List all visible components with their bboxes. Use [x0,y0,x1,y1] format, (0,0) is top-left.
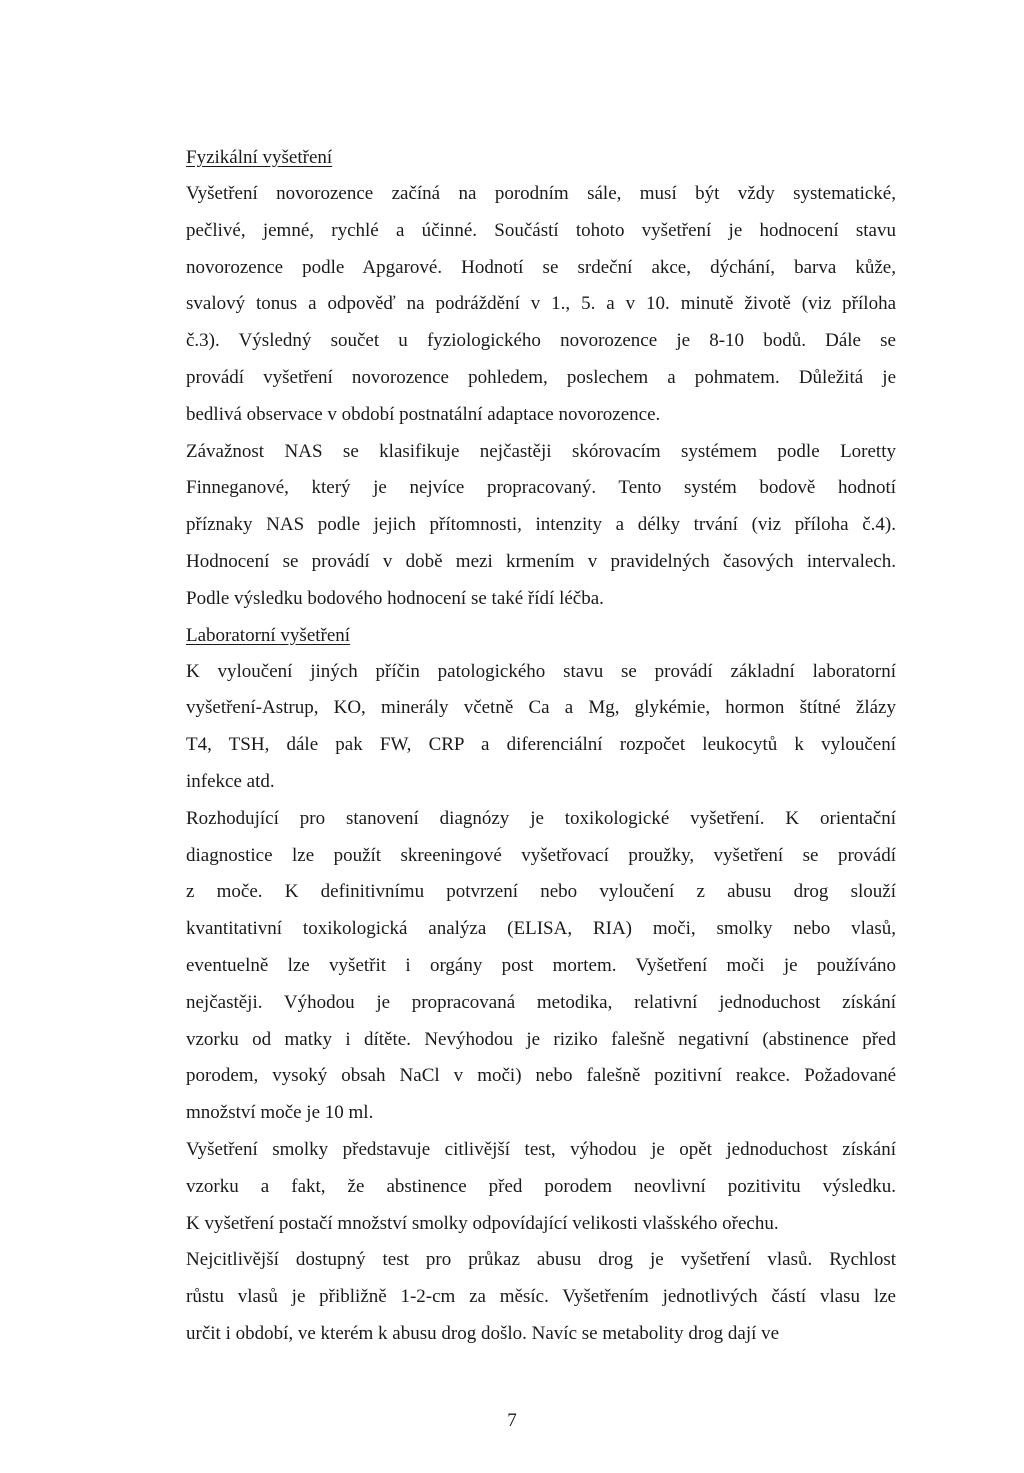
text-line: pečlivé, jemné, rychlé a účinné. Součástí tohoto vyšetření je hodnocení stavu [186,219,896,241]
paragraph [186,1242,896,1352]
text-line: Nejcitlivější dostupný test pro průkaz abusu drog je vyšetření vlasů. Rychlost [186,1249,896,1271]
text-line: z moče. K definitivnímu potvrzení nebo vyloučení z abusu drog slouží [186,881,896,903]
document-page [186,140,896,1353]
text-line: Podle výsledku bodového hodnocení se také řídí léčba. [186,587,604,609]
text-line: Rozhodující pro stanovení diagnózy je toxikologické vyšetření. K orientační [186,807,896,829]
paragraph [186,434,896,618]
text-line: porodem, vysoký obsah NaCl v moči) nebo falešně pozitivní reakce. Požadované [186,1065,896,1087]
paragraph [186,654,896,801]
text-line: svalový tonus a odpověď na podráždění v 1., 5. a v 10. minutě životě (viz příloha [186,293,896,315]
text-line: K vyšetření postačí množství smolky odpovídající velikosti vlašského ořechu. [186,1212,779,1234]
text-line: množství moče je 10 ml. [186,1102,374,1124]
text-line: Vyšetření novorozence začíná na porodním sále, musí být vždy systematické, [186,183,896,204]
text-line: diagnostice lze použít skreeningové vyšetřovací proužky, vyšetření se provádí [186,844,896,866]
text-line: příznaky NAS podle jejich přítomnosti, intenzity a délky trvání (viz příloha č.4). [186,514,896,536]
text-line: bedlivá observace v období postnatální adaptace novorozence. [186,403,661,425]
document-body [186,140,896,1353]
text-line: Hodnocení se provádí v době mezi krmením v pravidelných časových intervalech. [186,550,896,572]
text-line: provádí vyšetření novorozence pohledem, poslechem a pohmatem. Důležitá je [186,366,896,388]
text-line: Vyšetření smolky představuje citlivější test, výhodou je opět jednoduchost získání [186,1138,896,1160]
text-line: vzorku a fakt, že abstinence před porodem neovlivní pozitivitu výsledku. [186,1175,896,1197]
paragraph [186,801,896,1132]
text-line: infekce atd. [186,770,275,792]
text-line: č.3). Výsledný součet u fyziologického novorozence je 8-10 bodů. Dále se [186,330,896,352]
section-heading: Laboratorní vyšetření [186,624,351,646]
text-line: novorozence podle Apgarové. Hodnotí se srdeční akce, dýchání, barva kůže, [186,256,896,278]
text-line: K vyloučení jiných příčin patologického stavu se provádí základní laboratorní [186,660,896,682]
page-number: 7 [507,1410,517,1431]
text-line: vzorku od matky i dítěte. Nevýhodou je riziko falešně negativní (abstinence před [186,1028,896,1050]
text-line: vyšetření-Astrup, KO, minerály včetně Ca a Mg, glykémie, hormon štítné žlázy [186,697,896,719]
paragraph [186,176,896,434]
text-line: eventuelně lze vyšetřit i orgány post mortem. Vyšetření moči je používáno [186,954,896,976]
text-line: Finneganové, který je nejvíce propracovaný. Tento systém bodově hodnotí [186,477,896,499]
section-heading: Fyzikální vyšetření [186,147,333,168]
text-line: T4, TSH, dále pak FW, CRP a diferenciální rozpočet leukocytů k vyloučení [186,734,896,756]
text-line: kvantitativní toxikologická analýza (ELISA, RIA) moči, smolky nebo vlasů, [186,918,896,940]
text-line: nejčastěji. Výhodou je propracovaná metodika, relativní jednoduchost získání [186,991,896,1013]
text-line: určit i období, ve kterém k abusu drog došlo. Navíc se metabolity drog dají ve [186,1322,780,1344]
paragraph [186,1132,896,1242]
text-line: růstu vlasů je přibližně 1-2-cm za měsíc. Vyšetřením jednotlivých částí vlasu lze [186,1286,896,1308]
text-line: Závažnost NAS se klasifikuje nejčastěji skórovacím systémem podle Loretty [186,440,896,462]
